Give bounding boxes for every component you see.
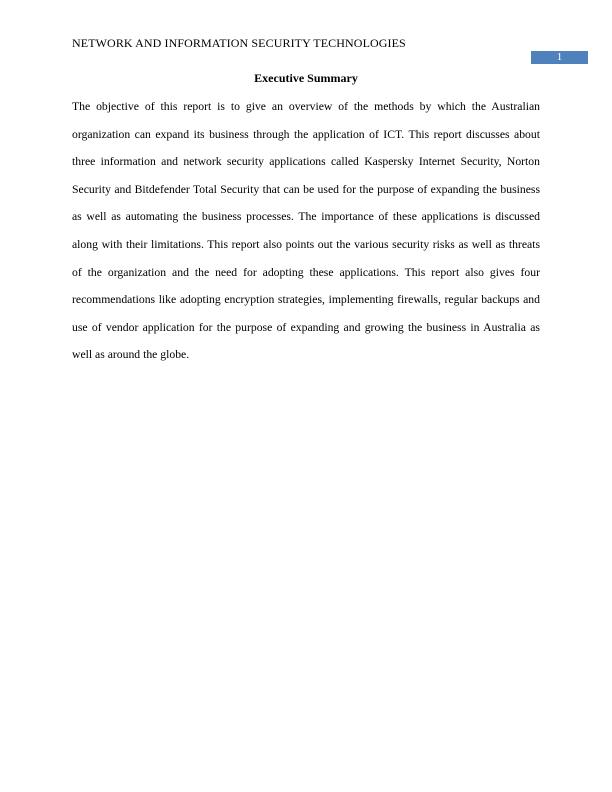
section-heading: Executive Summary [254, 71, 358, 85]
executive-summary-paragraph: The objective of this report is to give an overview of the methods by which the Australian organization can expand its business through the application of ICT. This report discusses about three information and network security applications called Kaspersky Internet Security, Norton Security and Bitdefender Total Security that can be used for the purpose of expanding the business as well as automating the business processes. The importance of these applications is discussed along with their limitations. This report also points out the various security risks as well as threats of the organization and the need for adopting these applications. This report also gives four recommendations like adopting encryption strategies, implementing firewalls, regular backups and use of vendor application for the purpose of expanding and growing the business in Australia as well as around the globe. [72, 100, 540, 362]
running-head: NETWORK AND INFORMATION SECURITY TECHNOLOGIES [72, 36, 406, 50]
page-number: 1 [531, 51, 588, 64]
